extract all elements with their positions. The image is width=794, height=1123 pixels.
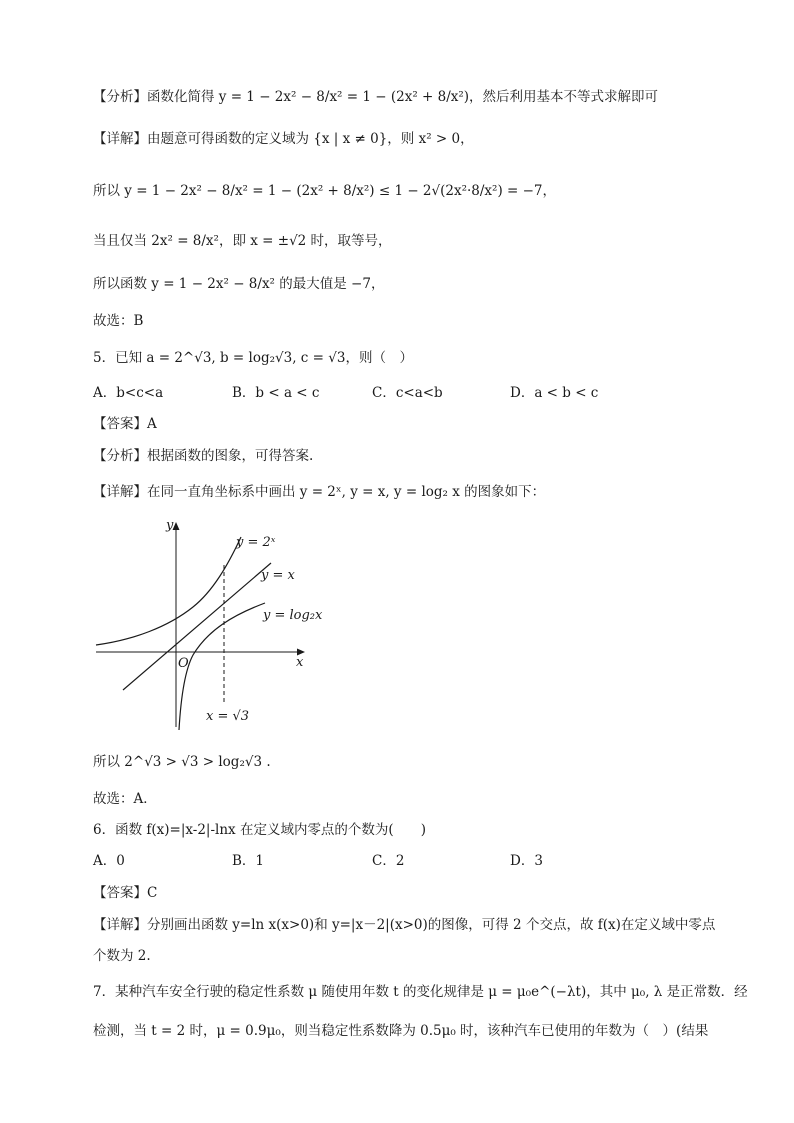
label-linear: y = x [261, 568, 295, 583]
curve-linear [123, 563, 271, 690]
q5-analysis: 【分析】根据函数的图象，可得答案. [93, 448, 314, 464]
q6-option-a: A．0 [93, 853, 125, 869]
q6-detail-2: 个数为 2. [93, 948, 151, 964]
x-axis-label: x [296, 655, 304, 670]
q5-option-c: C．c<a<b [372, 385, 443, 401]
q5-conclusion: 所以 2^√3 > √3 > log₂√3 . [93, 754, 271, 770]
function-graph-figure [93, 515, 323, 730]
q5-option-a: A．b<c<a [93, 385, 164, 401]
q6-option-c: C．2 [372, 853, 405, 869]
q5-detail: 【详解】在同一直角坐标系中画出 y = 2ˣ, y = x, y = log₂ x 的图象如下： [93, 484, 546, 500]
question-7-line-2: 检测，当 t = 2 时，μ = 0.9μ₀，则当稳定性系数降为 0.5μ₀ 时，该种汽车已使用的年数为（ ）(结果 [93, 1023, 709, 1039]
label-logarithm: y = log₂x [263, 608, 323, 623]
detail-line-1: 【详解】由题意可得函数的定义域为 {x | x ≠ 0}，则 x² > 0， [93, 131, 474, 147]
question-7-line-1: 7．某种汽车安全行驶的稳定性系数 μ 随使用年数 t 的变化规律是 μ = μ₀e^(−λt)，其中 μ₀, λ 是正常数．经 [93, 984, 748, 1000]
label-vertical-line: x = √3 [206, 709, 250, 724]
q5-answer: 【答案】A [93, 416, 157, 432]
label-exponential: y = 2ˣ [236, 535, 276, 550]
origin-label: O [178, 656, 189, 671]
detail-line-4: 所以函数 y = 1 − 2x² − 8/x² 的最大值是 −7， [93, 276, 385, 292]
question-5: 5．已知 a = 2^√3, b = log₂√3, c = √3，则（ ） [93, 350, 413, 366]
q5-option-d: D．a < b < c [510, 385, 599, 401]
q6-detail-1: 【详解】分别画出函数 y=ln x(x>0)和 y=|x－2|(x>0)的图像，可得 2 个交点，故 f(x)在定义域中零点 [93, 917, 716, 933]
y-axis-arrow [173, 522, 180, 530]
curve-exponential [96, 537, 241, 645]
detail-line-2: 所以 y = 1 − 2x² − 8/x² = 1 − (2x² + 8/x²) ≤ 1 − 2√(2x²·8/x²) = −7， [93, 183, 557, 199]
q6-option-d: D．3 [510, 853, 543, 869]
y-axis-label: y [166, 518, 174, 533]
q5-option-b: B．b < a < c [232, 385, 320, 401]
question-6: 6．函数 f(x)=|x-2|-lnx 在定义域内零点的个数为( ) [93, 822, 426, 838]
answer-choice-line: 故选：B [93, 313, 144, 329]
q6-answer: 【答案】C [93, 885, 158, 901]
detail-line-3: 当且仅当 2x² = 8/x²，即 x = ±√2 时，取等号， [93, 233, 392, 249]
analysis-line-1: 【分析】函数化简得 y = 1 − 2x² − 8/x² = 1 − (2x² + 8/x²)，然后利用基本不等式求解即可 [93, 89, 659, 105]
q5-selection: 故选：A． [93, 791, 157, 807]
q6-option-b: B．1 [232, 853, 265, 869]
